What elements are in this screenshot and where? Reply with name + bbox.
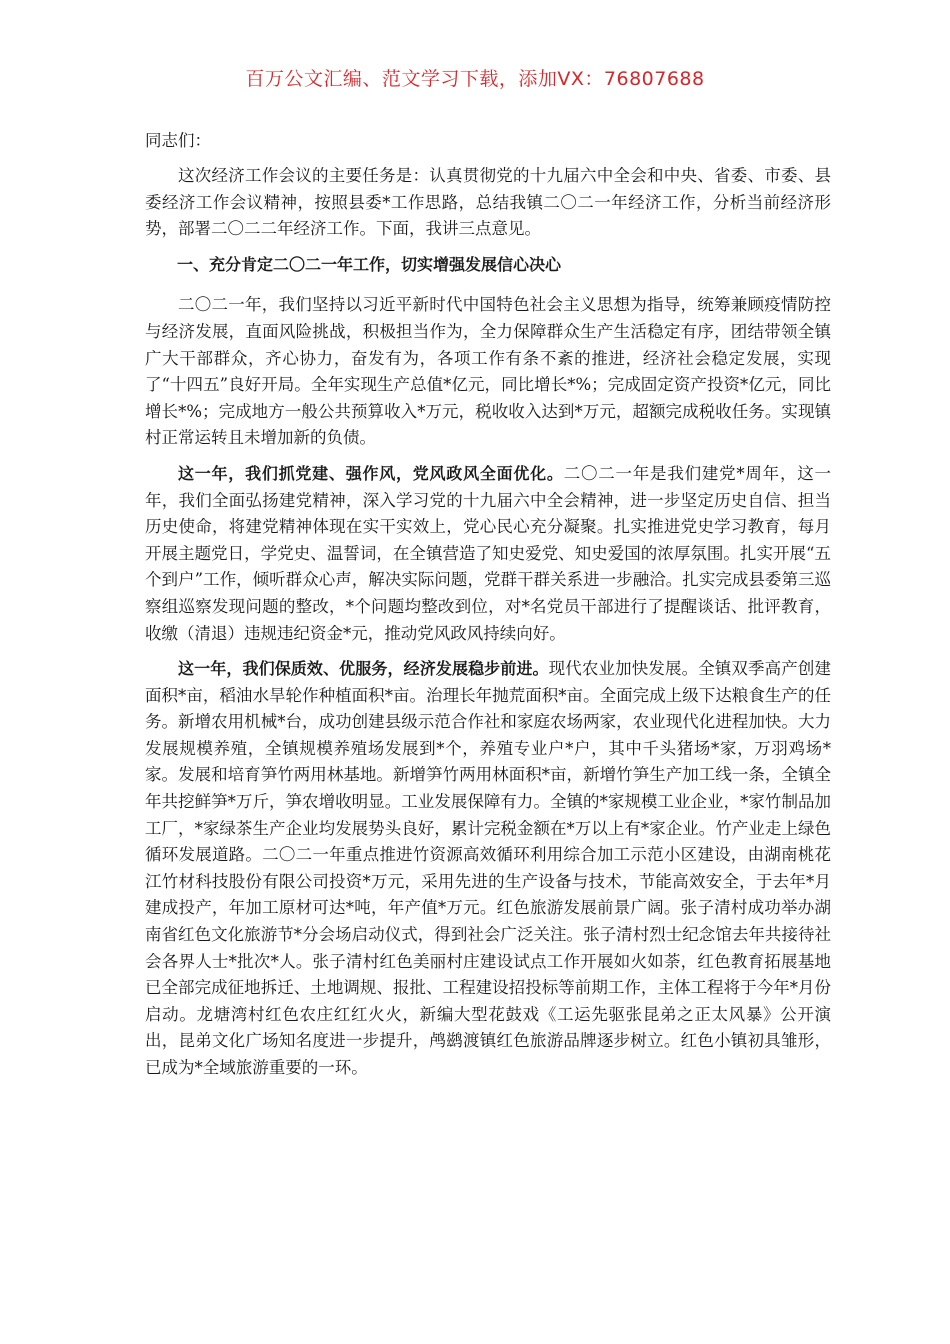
paragraph-party-building [145,461,831,647]
banner-header: 百万公文汇编、范文学习下载，添加VX：76807688 [245,68,705,90]
document-body [145,163,831,1091]
paragraph-text: 二〇二一年是我们建党*周年，这一年，我们全面弘扬建党精神，深入学习党的十九届六中全会精神，进一步坚定历史自信、担当历史使命，将建党精神体现在实干实效上，党心民心充分凝聚。扎实推进党史学习教育，每月开展主题党日，学党史、温誓词，在全镇营造了知史爱党、知史爱国的浓厚氛围。扎实开展“五个到户”工作，倾听群众心声，解决实际问题，党群干群关系进一步融洽。扎实完成县委第三巡察组巡察发现问题的整改，*个问题均整改到位，对*名党员干部进行了提醒谈话、批评教育，收缴（清退）违规违纪资金*元，推动党风政风持续向好。 [145,463,831,643]
paragraph-2021-overview: 二〇二一年，我们坚持以习近平新时代中国特色社会主义思想为指导，统筹兼顾疫情防控与经济发展，直面风险挑战，积极担当作为，全力保障群众生产生活稳定有序，团结带领全镇广大干部群众，齐心协力，奋发有为，各项工作有条不紊的推进，经济社会稳定发展，实现了“十四五”良好开局。全年实现生产总值*亿元，同比增长*%；完成固定资产投资*亿元，同比增长*%；完成地方一般公共预算收入*万元，税收收入达到*万元，超额完成税收任务。实现镇村正常运转且未增加新的负债。 [145,295,831,448]
paragraph-lead: 这一年，我们保质效、优服务，经济发展稳步前进。 [178,659,549,679]
salutation: 同志们： [145,131,211,150]
paragraph-economy [145,656,831,1082]
section-heading: 一、充分肯定二〇二一年工作，切实增强发展信心决心 [177,254,562,274]
intro-paragraph: 这次经济工作会议的主要任务是：认真贯彻党的十九届六中全会和中央、省委、市委、县委经济工作会议精神，按照县委*工作思路，总结我镇二〇二一年经济工作，分析当前经济形势，部署二〇二二年经济工作。下面，我讲三点意见。 [145,166,831,239]
paragraph-text: 现代农业加快发展。全镇双季高产创建面积*亩，稻油水旱轮作种植面积*亩。治理长年抛荒面积*亩。全面完成上级下达粮食生产的任务。新增农用机械*台，成功创建县级示范合作社和家庭农场两家，农业现代化进程加快。大力发展规模养殖，全镇规模养殖场发展到*个，养殖专业户*户，其中千头猪场*家，万羽鸡场*家。发展和培育笋竹两用林基地。新增笋竹两用林面积*亩，新增竹笋生产加工线一条，全镇全年共挖鲜笋*万斤，笋农增收明显。工业发展保障有力。全镇的*家规模工业企业，*家竹制品加工厂，*家绿茶生产企业均发展势头良好，累计完税金额在*万以上有*家企业。竹产业走上绿色循环发展道路。二〇二一年重点推进竹资源高效循环利用综合加工示范小区建设，由湖南桃花江竹材科技股份有限公司投资*万元，采用先进的生产设备与技术，节能高效安全，于去年*月建成投产，年加工原材可达*吨，年产值*万元。红色旅游发展前景广阔。张子清村成功举办湖南省红色文化旅游节*分会场启动仪式，得到社会广泛关注。张子清村烈士纪念馆去年共接待社会各界人士*批次*人。张子清村红色美丽村庄建设试点工作开展如火如荼，红色教育拓展基地已全部完成征地拆迁、土地调规、报批、工程建设招投标等前期工作，主体工程将于今年*月份启动。龙塘湾村红色农庄红红火火，新编大型花鼓戏《工运先驱张昆弟之正太风暴》公开演出，昆弟文化广场知名度进一步提升，鸬鹚渡镇红色旅游品牌逐步树立。红色小镇初具雏形，已成为*全域旅游重要的一环。 [145,659,831,1077]
paragraph-lead: 这一年，我们抓党建、强作风，党风政风全面优化。 [178,463,564,483]
